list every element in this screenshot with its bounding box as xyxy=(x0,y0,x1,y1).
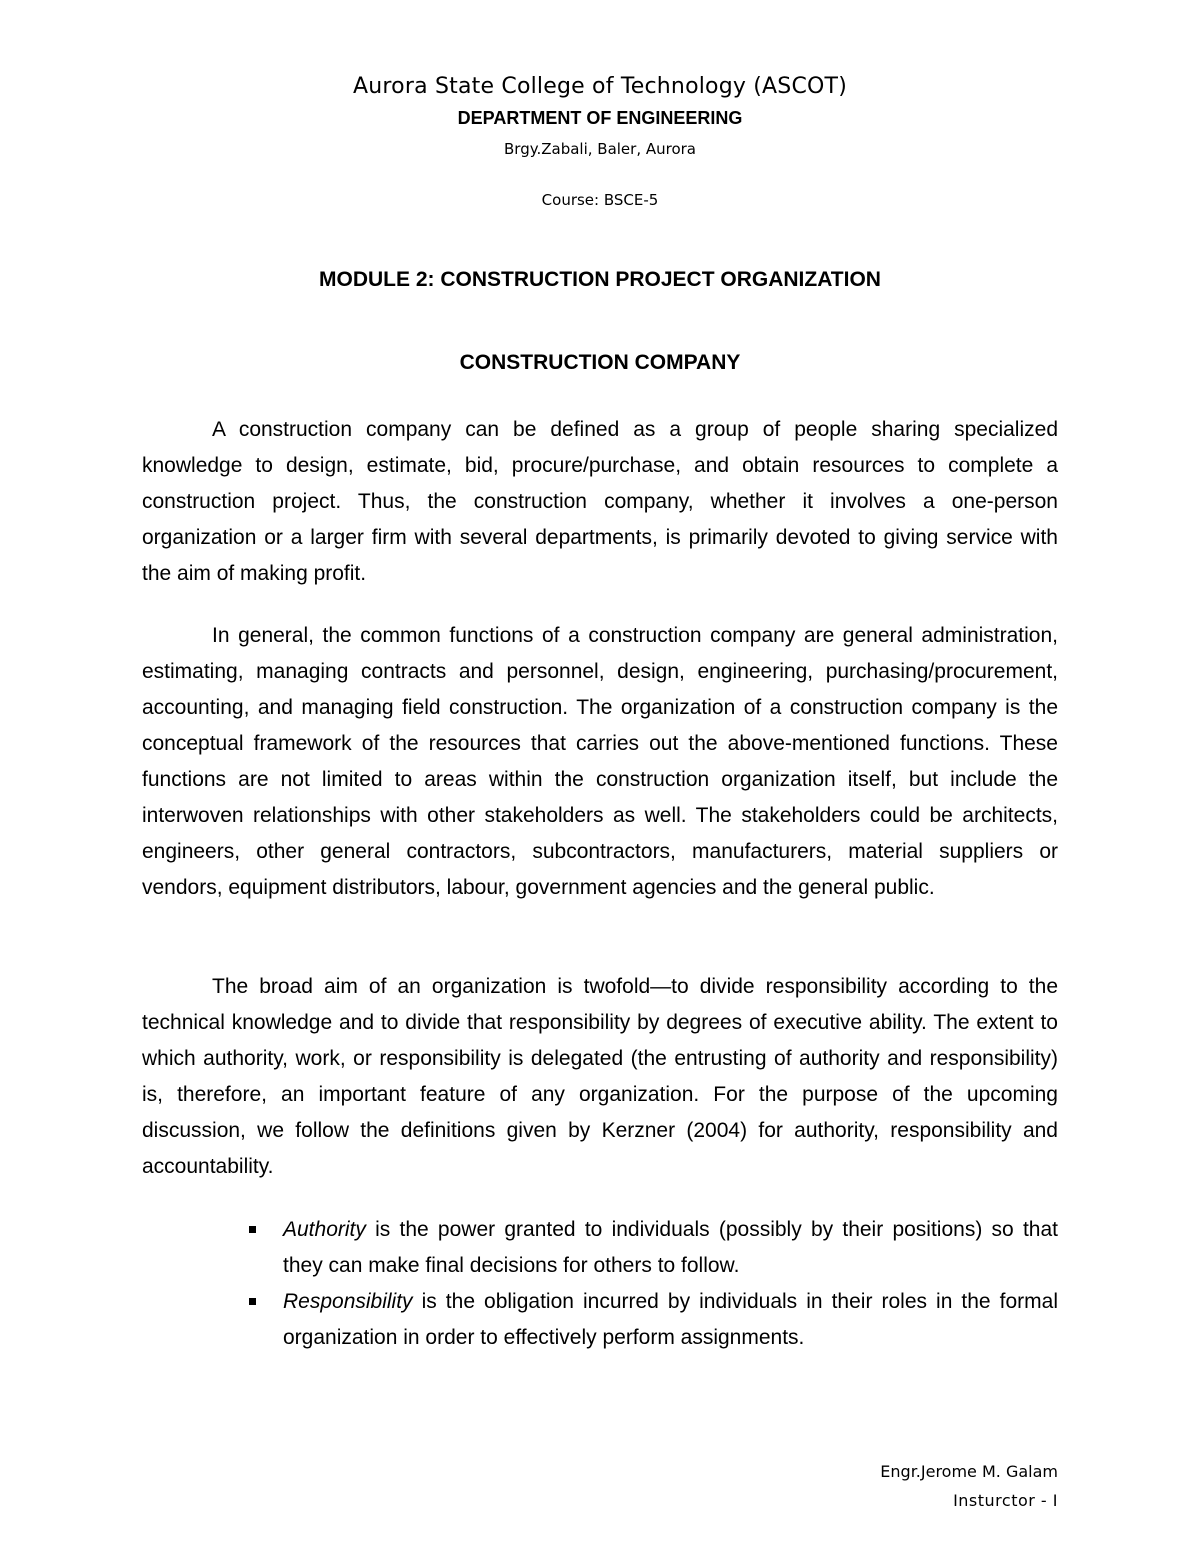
section-title: CONSTRUCTION COMPANY xyxy=(459,351,741,374)
definition-text xyxy=(283,1212,1058,1284)
definition-term: Responsibility xyxy=(283,1290,413,1313)
paragraph-definition: A construction company can be defined as a group of people sharing specialized knowledge to design, estimate, bid, procure/purchase, and obtain resources to complete a construction project. Thus, the construction company, whether it involves a one-person organization or a larger firm with several departments, is primarily devoted to giving service with the aim of making profit. xyxy=(142,418,1058,585)
instructor-role: Insturctor - I xyxy=(953,1491,1058,1510)
module-title: MODULE 2: CONSTRUCTION PROJECT ORGANIZATION xyxy=(319,268,881,291)
paragraph-organization-aim: The broad aim of an organization is twofold—to divide responsibility according to the technical knowledge and to divide that responsibility by degrees of executive ability. The extent to which authority, work, or responsibility is delegated (the entrusting of authority and responsibility) is, therefore, an important feature of any organization. For the purpose of the upcoming discussion, we follow the definitions given by Kerzner (2004) for authority, responsibility and accountability. xyxy=(142,975,1058,1178)
college-name: Aurora State College of Technology (ASCOT) xyxy=(353,74,847,99)
department-name: DEPARTMENT OF ENGINEERING xyxy=(457,108,743,128)
list-item xyxy=(142,1284,1058,1356)
definition-body: is the power granted to individuals (possibly by their positions) so that they can make final decisions for others to follow. xyxy=(283,1218,1058,1277)
instructor-name: Engr.Jerome M. Galam xyxy=(880,1462,1058,1481)
definition-text xyxy=(283,1284,1058,1356)
course-label: Course: BSCE-5 xyxy=(541,191,659,209)
definition-body: is the obligation incurred by individuals in their roles in the formal organization in order to effectively perform assignments. xyxy=(283,1290,1058,1349)
college-address: Brgy.Zabali, Baler, Aurora xyxy=(504,140,696,158)
square-bullet-icon xyxy=(249,1226,256,1233)
definitions-list xyxy=(142,1212,1058,1356)
paragraph-functions: In general, the common functions of a construction company are general administration, estimating, managing contracts and personnel, design, engineering, purchasing/procurement, accounting, and managing field construction. The organization of a construction company is the conceptual framework of the resources that carries out the above-mentioned functions. These functions are not limited to areas within the construction organization itself, but include the interwoven relationships with other stakeholders as well. The stakeholders could be architects, engineers, other general contractors, subcontractors, manufacturers, material suppliers or vendors, equipment distributors, labour, government agencies and the general public. xyxy=(142,624,1058,899)
square-bullet-icon xyxy=(249,1298,256,1305)
list-item xyxy=(142,1212,1058,1284)
definition-term: Authority xyxy=(283,1218,366,1241)
